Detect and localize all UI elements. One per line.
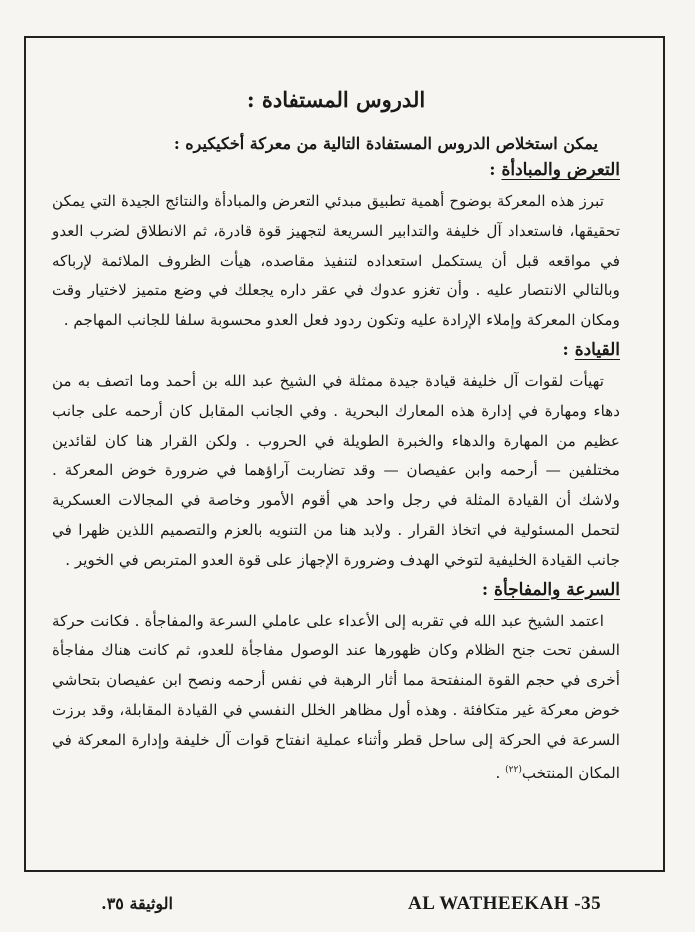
- section-heading-initiative: [52, 158, 620, 182]
- section-heading-speed-surprise: [52, 578, 620, 602]
- section-heading-text: السرعة والمفاجأة: [494, 579, 620, 600]
- section-heading-text: القيادة: [574, 339, 620, 360]
- footnote-reference: (٢٢): [505, 764, 522, 775]
- intro-text: يمكن استخلاص الدروس المستفادة التالية من معركة أخكيكيره :: [173, 134, 598, 153]
- section-heading-text: التعرض والمبادأة: [501, 160, 620, 180]
- heading-colon: :: [562, 339, 575, 360]
- section-paragraph-initiative: تبرز هذه المعركة بوضوح أهمية تطبيق مبدئي التعرض والمبادأة والنتائج الجيدة التي يمكن تحقيقها، فاستعداد آل خليفة والتدابير السريعة لتجهيز قوة قادرة، ثم الانطلاق لضرب العدو في مواقعه قبل أن يستكمل استعداده لتنفيذ مقاصده، هيأت الظروف الملائمة لإرباكه وبالتالي الانتصار عليه . وأن تغزو عدوك في عقر داره يجعلك في وضع متميز لاختيار وقت ومكان المعركة وإملاء الإرادة عليه وتكون ردود فعل العدو محسوبة سلفا للجانب المهاجم .: [52, 192, 620, 330]
- page-title: الدروس المستفادة :: [246, 87, 426, 112]
- section-paragraph-speed-surprise: [52, 607, 620, 789]
- paragraph-ending: .: [495, 763, 506, 782]
- page-footer: [0, 893, 695, 921]
- article-body: [52, 84, 620, 790]
- footer-english: AL WATHEEKAH -35: [408, 893, 602, 914]
- heading-colon: :: [481, 579, 495, 600]
- section-heading-leadership: [52, 338, 620, 362]
- paragraph-text: اعتمد الشيخ عبد الله في تقربه إلى الأعداء على عاملي السرعة والمفاجأة . فكانت حركة السفن تحت جنح الظلام وكان ظهورها عند الوصول مفاجأة للعدو، ثم كانت هناك مفاجأة أخرى في حجم القوة المنفتحة مما أثار الرهبة في نفس أرحمه ونصح ابن عفيصان بتحاشي خوض معركة غير متكافئة . وهذه أول مظاهر الخلل النفسي في القيادة المقابلة، وقد برزت السرعة في الحركة إلى ساحل قطر وأثناء عملية انفتاح قوات آل خليفة وإدارة المعركة في المكان المنتخب: [52, 611, 620, 782]
- footer-arabic: الوثيقة ٣٥.: [101, 894, 173, 913]
- heading-colon: :: [489, 160, 502, 180]
- section-paragraph-leadership: تهيأت لقوات آل خليفة قيادة جيدة ممثلة في الشيخ عبد الله بن أحمد وما اتصف به من دهاء ومهارة في إدارة هذه المعارك البحرية . وفي الجانب المقابل كان أرحمه على جانب عظيم من المهارة والدهاء والخبرة الطويلة في الحروب . ولكن القرار هنا كان لقائدين مختلفين — أرحمه وابن عفيصان — وقد تضاربت آراؤهما في ضرورة خوض المعركة . ولاشك أن القيادة المثلة في رجل واحد هي أقوم الأمور وخاصة في المجالات العسكرية لتحمل المسئولية في اتخاذ القرار . ولابد هنا من التنويه بالعزم والتصميم اللذين ظهرا في جانب القيادة الخليفية لتوخي الهدف وضرورة الإجهاز على قوة العدو المتربص في الخوير .: [52, 371, 620, 569]
